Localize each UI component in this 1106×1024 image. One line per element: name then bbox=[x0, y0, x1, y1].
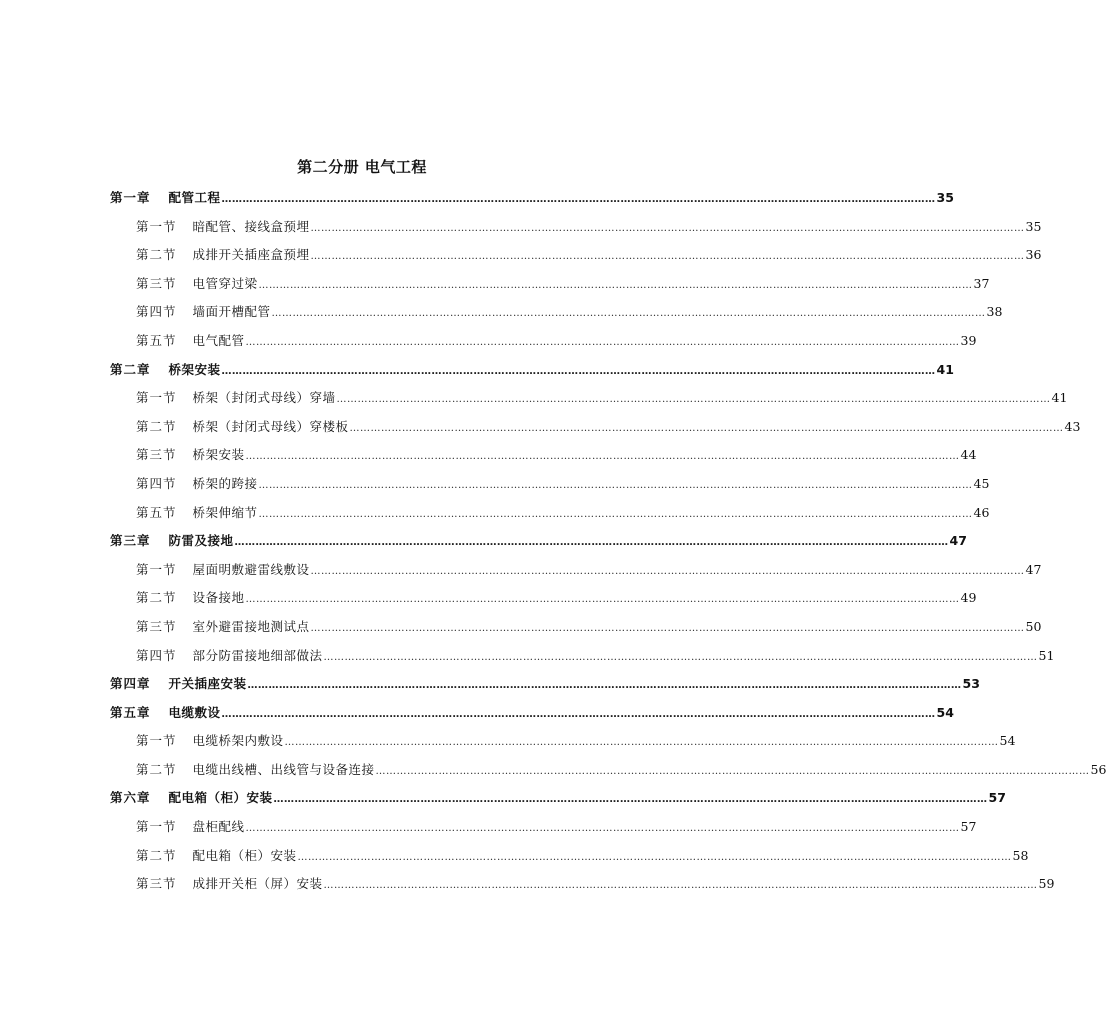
section-title: 成排开关柜（屏）安装 bbox=[192, 876, 323, 892]
dot-leader: …………………………………………………………………………………………………………………………………………………………………………………… bbox=[273, 794, 988, 806]
dot-leader: …………………………………………………………………………………………………………………………………………………………………………………… bbox=[323, 651, 1038, 663]
document-title: 第二分册 电气工程 bbox=[297, 158, 427, 176]
page-number: 50 bbox=[1025, 618, 1042, 634]
toc-chapter-entry bbox=[110, 360, 954, 389]
dot-leader: …………………………………………………………………………………………………………………………………………………………………………………… bbox=[310, 251, 1025, 263]
page-number: 43 bbox=[1064, 418, 1081, 434]
dot-leader: …………………………………………………………………………………………………………………………………………………………………………………… bbox=[310, 622, 1025, 634]
dot-leader: …………………………………………………………………………………………………………………………………………………………………………………… bbox=[245, 823, 960, 835]
chapter-number: 第三章 bbox=[110, 533, 151, 549]
toc-chapter-entry bbox=[110, 531, 967, 560]
section-title: 部分防雷接地细部做法 bbox=[192, 647, 323, 663]
page-number: 35 bbox=[936, 190, 954, 205]
toc-section-entry bbox=[110, 503, 990, 532]
toc-section-entry bbox=[110, 760, 1106, 789]
chapter-title: 桥架安装 bbox=[168, 361, 221, 377]
dot-leader: …………………………………………………………………………………………………………………………………………………………………………………… bbox=[271, 308, 986, 320]
toc-section-entry bbox=[110, 388, 1068, 417]
section-title: 墙面开槽配管 bbox=[192, 304, 271, 320]
section-number: 第一节 bbox=[136, 218, 177, 234]
page-number: 54 bbox=[999, 733, 1016, 749]
section-title: 成排开关插座盒预埋 bbox=[192, 247, 310, 263]
section-title: 桥架（封闭式母线）穿墙 bbox=[192, 390, 336, 406]
section-title: 桥架的跨接 bbox=[192, 475, 258, 491]
dot-leader: …………………………………………………………………………………………………………………………………………………………………………………… bbox=[247, 680, 962, 692]
dot-leader: …………………………………………………………………………………………………………………………………………………………………………………… bbox=[310, 222, 1025, 234]
toc-chapter-entry bbox=[110, 188, 954, 217]
page-number: 47 bbox=[1025, 561, 1042, 577]
page-number: 37 bbox=[973, 275, 990, 291]
dot-leader: …………………………………………………………………………………………………………………………………………………………………………………… bbox=[221, 194, 936, 205]
toc-section-entry bbox=[110, 417, 1081, 446]
section-number: 第一节 bbox=[136, 390, 177, 406]
section-title: 电缆出线槽、出线管与设备连接 bbox=[192, 761, 375, 777]
chapter-title: 防雷及接地 bbox=[168, 533, 234, 549]
table-of-contents bbox=[110, 188, 1106, 903]
toc-section-entry bbox=[110, 588, 977, 617]
toc-section-entry bbox=[110, 445, 977, 474]
chapter-number: 第四章 bbox=[110, 676, 151, 692]
page-number: 35 bbox=[1025, 218, 1042, 234]
section-title: 设备接地 bbox=[192, 590, 245, 606]
section-number: 第四节 bbox=[136, 475, 177, 491]
dot-leader: …………………………………………………………………………………………………………………………………………………………………………………… bbox=[297, 851, 1012, 863]
dot-leader: …………………………………………………………………………………………………………………………………………………………………………………… bbox=[245, 451, 960, 463]
section-title: 电气配管 bbox=[192, 332, 245, 348]
toc-section-entry bbox=[110, 560, 1042, 589]
chapter-number: 第一章 bbox=[110, 190, 151, 205]
toc-chapter-entry bbox=[110, 788, 1006, 817]
section-number: 第三节 bbox=[136, 275, 177, 291]
dot-leader: …………………………………………………………………………………………………………………………………………………………………………………… bbox=[258, 479, 973, 491]
toc-chapter-entry bbox=[110, 674, 980, 703]
toc-section-entry bbox=[110, 817, 977, 846]
page-number: 41 bbox=[1051, 390, 1068, 406]
section-number: 第一节 bbox=[136, 819, 177, 835]
chapter-number: 第五章 bbox=[110, 704, 151, 720]
page-number: 47 bbox=[949, 533, 967, 549]
toc-section-entry bbox=[110, 474, 990, 503]
section-title: 桥架安装 bbox=[192, 447, 245, 463]
section-number: 第一节 bbox=[136, 733, 177, 749]
chapter-title: 电缆敷设 bbox=[168, 704, 221, 720]
section-title: 配电箱（柜）安装 bbox=[192, 847, 297, 863]
section-title: 盘柜配线 bbox=[192, 819, 245, 835]
section-title: 桥架（封闭式母线）穿楼板 bbox=[192, 418, 349, 434]
toc-section-entry bbox=[110, 245, 1042, 274]
dot-leader: …………………………………………………………………………………………………………………………………………………………………………………… bbox=[234, 537, 949, 549]
dot-leader: …………………………………………………………………………………………………………………………………………………………………………………… bbox=[336, 394, 1051, 406]
toc-section-entry bbox=[110, 874, 1055, 903]
page-number: 41 bbox=[936, 361, 954, 377]
page-number: 57 bbox=[988, 790, 1006, 806]
page-number: 46 bbox=[973, 504, 990, 520]
chapter-title: 配电箱（柜）安装 bbox=[168, 790, 273, 806]
section-number: 第二节 bbox=[136, 418, 177, 434]
page-number: 49 bbox=[960, 590, 977, 606]
toc-section-entry bbox=[110, 217, 1042, 246]
section-number: 第二节 bbox=[136, 847, 177, 863]
dot-leader: …………………………………………………………………………………………………………………………………………………………………………………… bbox=[310, 565, 1025, 577]
page-number: 45 bbox=[973, 475, 990, 491]
section-number: 第三节 bbox=[136, 447, 177, 463]
toc-section-entry bbox=[110, 302, 1003, 331]
chapter-title: 开关插座安装 bbox=[168, 676, 247, 692]
toc-section-entry bbox=[110, 274, 990, 303]
section-number: 第二节 bbox=[136, 247, 177, 263]
chapter-title: 配管工程 bbox=[168, 190, 221, 205]
toc-section-entry bbox=[110, 646, 1055, 675]
toc-section-entry bbox=[110, 731, 1016, 760]
section-title: 桥架伸缩节 bbox=[192, 504, 258, 520]
dot-leader: …………………………………………………………………………………………………………………………………………………………………………………… bbox=[258, 279, 973, 291]
chapter-number: 第二章 bbox=[110, 361, 151, 377]
section-title: 屋面明敷避雷线敷设 bbox=[192, 561, 310, 577]
dot-leader: …………………………………………………………………………………………………………………………………………………………………………………… bbox=[284, 737, 999, 749]
section-title: 电缆桥架内敷设 bbox=[192, 733, 284, 749]
toc-section-entry bbox=[110, 331, 977, 360]
section-title: 电管穿过梁 bbox=[192, 275, 258, 291]
section-number: 第四节 bbox=[136, 304, 177, 320]
section-title: 暗配管、接线盒预埋 bbox=[192, 218, 310, 234]
section-number: 第三节 bbox=[136, 876, 177, 892]
toc-chapter-entry bbox=[110, 703, 954, 732]
section-number: 第四节 bbox=[136, 647, 177, 663]
section-title: 室外避雷接地测试点 bbox=[192, 618, 310, 634]
dot-leader: …………………………………………………………………………………………………………………………………………………………………………………… bbox=[245, 594, 960, 606]
dot-leader: …………………………………………………………………………………………………………………………………………………………………………………… bbox=[245, 336, 960, 348]
page-number: 54 bbox=[936, 704, 954, 720]
page-number: 38 bbox=[986, 304, 1003, 320]
section-number: 第五节 bbox=[136, 332, 177, 348]
dot-leader: …………………………………………………………………………………………………………………………………………………………………………………… bbox=[221, 365, 936, 377]
page-number: 53 bbox=[962, 676, 980, 692]
page-number: 51 bbox=[1038, 647, 1055, 663]
section-number: 第三节 bbox=[136, 618, 177, 634]
dot-leader: …………………………………………………………………………………………………………………………………………………………………………………… bbox=[221, 708, 936, 720]
section-number: 第二节 bbox=[136, 761, 177, 777]
dot-leader: …………………………………………………………………………………………………………………………………………………………………………………… bbox=[375, 765, 1090, 777]
dot-leader: …………………………………………………………………………………………………………………………………………………………………………………… bbox=[258, 508, 973, 520]
toc-section-entry bbox=[110, 846, 1029, 875]
page-number: 36 bbox=[1025, 247, 1042, 263]
page-number: 57 bbox=[960, 819, 977, 835]
page-number: 58 bbox=[1012, 847, 1029, 863]
toc-section-entry bbox=[110, 617, 1042, 646]
chapter-number: 第六章 bbox=[110, 790, 151, 806]
section-number: 第一节 bbox=[136, 561, 177, 577]
page-number: 44 bbox=[960, 447, 977, 463]
page-number: 39 bbox=[960, 332, 977, 348]
page-number: 59 bbox=[1038, 876, 1055, 892]
section-number: 第二节 bbox=[136, 590, 177, 606]
page-number: 56 bbox=[1090, 761, 1106, 777]
section-number: 第五节 bbox=[136, 504, 177, 520]
dot-leader: …………………………………………………………………………………………………………………………………………………………………………………… bbox=[323, 880, 1038, 892]
dot-leader: …………………………………………………………………………………………………………………………………………………………………………………… bbox=[349, 422, 1064, 434]
